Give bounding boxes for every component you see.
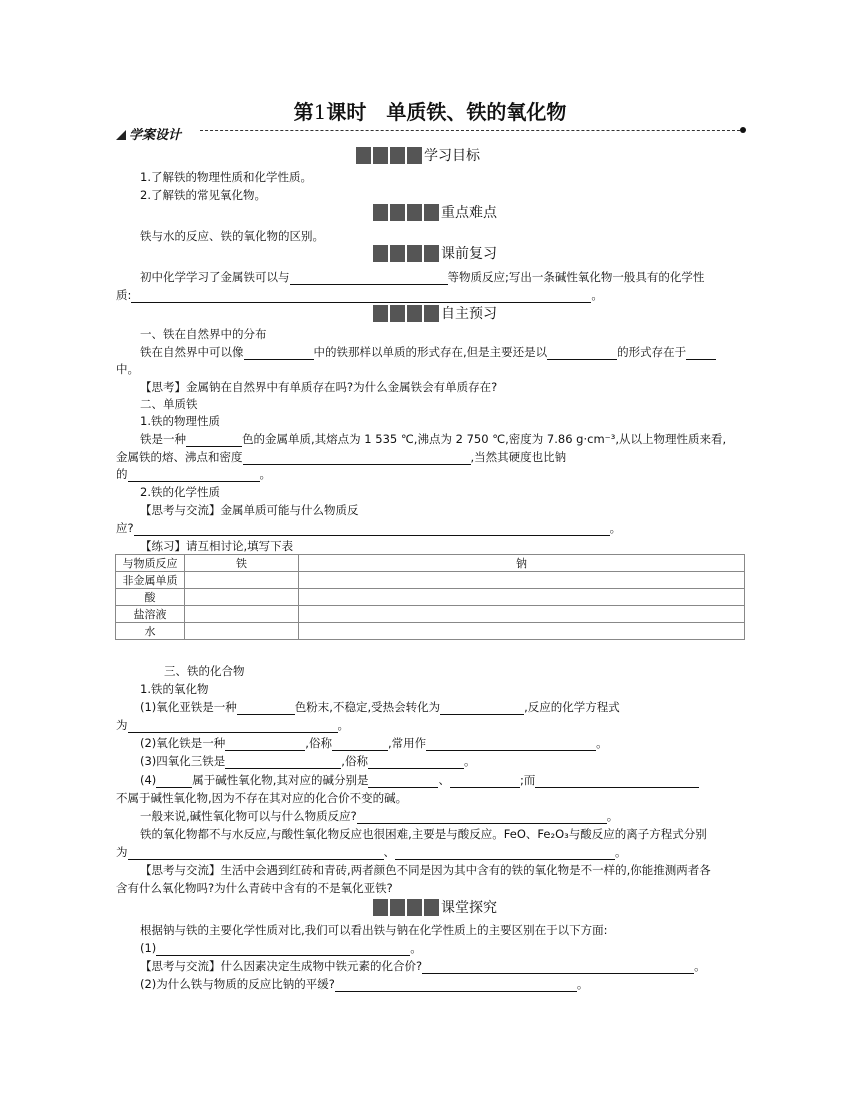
practice-heading: 【练习】请互相讨论,填写下表 (140, 539, 294, 553)
fill-blank[interactable] (225, 756, 341, 769)
explore-line: 根据钠与铁的主要化学性质对比,我们可以看出铁与钠在化学性质上的主要区别在于以下方面: (140, 923, 608, 937)
subheading: 2.铁的化学性质 (140, 485, 220, 499)
fill-blank[interactable] (332, 738, 388, 751)
table-cell[interactable] (299, 623, 745, 640)
table-header: 钠 (299, 555, 745, 572)
table-header: 与物质反应 (116, 555, 185, 572)
fill-blank[interactable] (368, 775, 438, 788)
think-question: 【思考】金属钠在自然界中有单质存在吗?为什么金属铁会有单质存在? (140, 380, 498, 394)
divider-end-dot (740, 127, 746, 133)
think-answer-line: 应? 。 (116, 521, 622, 535)
section-header-goals: 学习目标 (356, 146, 480, 164)
table-row (116, 589, 745, 606)
table-cell[interactable] (185, 623, 299, 640)
think-question: 【思考与交流】生活中会遇到红砖和青砖,两者颜色不同是因为其中含有的铁的氧化物是不一样的,你能推测两者各 (140, 863, 711, 877)
review-line-1: 初中化学学习了金属铁可以与 等物质反应;写出一条碱性氧化物一般具有的化学性 (140, 270, 705, 284)
table-cell[interactable] (185, 572, 299, 589)
row-label: 酸 (116, 589, 185, 606)
subheading: 三、铁的化合物 (164, 664, 245, 678)
section-header-review: 课前复习 (373, 244, 497, 262)
key-text: 铁与水的反应、铁的氧化物的区别。 (140, 229, 324, 243)
fill-blank[interactable] (128, 720, 338, 733)
table-cell[interactable] (299, 606, 745, 623)
fill-blank[interactable] (225, 738, 305, 751)
fill-blank[interactable] (547, 347, 617, 360)
compound-line: (1)氧化亚铁是一种 色粉末,不稳定,受热会转化为 ,反应的化学方程式 (140, 700, 620, 714)
subheading: 1.铁的氧化物 (140, 682, 209, 696)
study-plan-banner: 学案设计 (116, 124, 181, 143)
table-cell[interactable] (185, 606, 299, 623)
fill-blank[interactable] (426, 738, 596, 751)
fill-blank[interactable] (290, 272, 448, 285)
fill-blank[interactable] (134, 523, 610, 536)
fill-blank[interactable] (368, 756, 464, 769)
review-line-2: 质: 。 (116, 288, 603, 302)
fill-blank[interactable] (128, 469, 260, 482)
goal-item: 2.了解铁的常见氧化物。 (140, 188, 266, 202)
fill-blank[interactable] (156, 943, 410, 956)
explore-line: (2)为什么铁与物质的反应比钠的平缓? 。 (140, 977, 589, 991)
compound-line: (3)四氧化三铁是 ,俗称 。 (140, 754, 476, 768)
compound-line: 铁的氧化物都不与水反应,与酸性氧化物反应也很困难,主要是与酸反应。FeO、Fe₂O₃与酸反应的离子方程式分别 (140, 827, 707, 841)
table-header-row (116, 555, 745, 572)
compound-line: (4) 属于碱性氧化物,其对应的碱分别是 、 ;而 (140, 772, 699, 788)
section-header-key: 重点难点 (373, 203, 497, 221)
subheading: 一、铁在自然界中的分布 (140, 327, 267, 341)
fill-blank[interactable] (186, 434, 242, 447)
subheading: 二、单质铁 (140, 397, 198, 411)
think-question: 【思考与交流】金属单质可能与什么物质反 (140, 503, 359, 517)
table-cell[interactable] (185, 589, 299, 606)
table-cell[interactable] (299, 572, 745, 589)
section-header-preview: 自主预习 (373, 304, 497, 322)
fill-blank[interactable] (131, 290, 591, 303)
fill-blank[interactable] (440, 702, 524, 715)
page-title: 第1课时 单质铁、铁的氧化物 (293, 100, 567, 124)
fill-blank[interactable] (128, 847, 384, 860)
fill-blank[interactable] (535, 775, 699, 788)
explore-line: 【思考与交流】什么因素决定生成物中铁元素的化合价? 。 (140, 959, 706, 973)
practice-table (115, 554, 745, 640)
think-question: 含有什么氧化物吗?为什么青砖中含有的不是氧化亚铁? (116, 881, 393, 895)
preview-line: 金属铁的熔、沸点和密度 ,当然其硬度也比钠 (116, 450, 567, 464)
section-header-explore: 课堂探究 (373, 898, 497, 916)
table-row (116, 606, 745, 623)
table-row (116, 623, 745, 640)
compound-line: 为 、 。 (116, 845, 627, 859)
fill-blank[interactable] (335, 979, 577, 992)
preview-line: 铁在自然界中可以像 中的铁那样以单质的形式存在,但是主要还是以 的形式存在于 (140, 344, 716, 360)
row-label: 盐溶液 (116, 606, 185, 623)
banner-triangle-icon (116, 130, 126, 140)
compound-line: 为 。 (116, 718, 349, 732)
fill-blank[interactable] (244, 347, 314, 360)
compound-line: (2)氧化铁是一种 ,俗称 ,常用作 。 (140, 736, 608, 750)
fill-blank[interactable] (422, 961, 694, 974)
compound-line: 一般来说,碱性氧化物可以与什么物质反应? 。 (140, 809, 619, 823)
banner-divider (200, 130, 740, 131)
explore-line: (1) 。 (140, 941, 422, 955)
fill-blank[interactable] (450, 775, 520, 788)
table-header: 铁 (185, 555, 299, 572)
fill-blank[interactable] (686, 347, 716, 360)
compound-line: 不属于碱性氧化物,因为不存在其对应的化合价不变的碱。 (116, 791, 408, 805)
table-cell[interactable] (299, 589, 745, 606)
fill-blank[interactable] (237, 702, 295, 715)
subheading: 1.铁的物理性质 (140, 414, 220, 428)
preview-line: 的 。 (116, 467, 271, 481)
fill-blank[interactable] (395, 847, 615, 860)
fill-blank[interactable] (243, 452, 471, 465)
fill-blank[interactable] (156, 775, 192, 788)
table-row (116, 572, 745, 589)
preview-line: 中。 (116, 362, 139, 376)
preview-line: 铁是一种 色的金属单质,其熔点为 1 535 ℃,沸点为 2 750 ℃,密度为 7.86 g·cm⁻³,从以上物理性质来看, (140, 432, 727, 446)
goal-item: 1.了解铁的物理性质和化学性质。 (140, 170, 312, 184)
row-label: 非金属单质 (116, 572, 185, 589)
fill-blank[interactable] (357, 811, 607, 824)
row-label: 水 (116, 623, 185, 640)
